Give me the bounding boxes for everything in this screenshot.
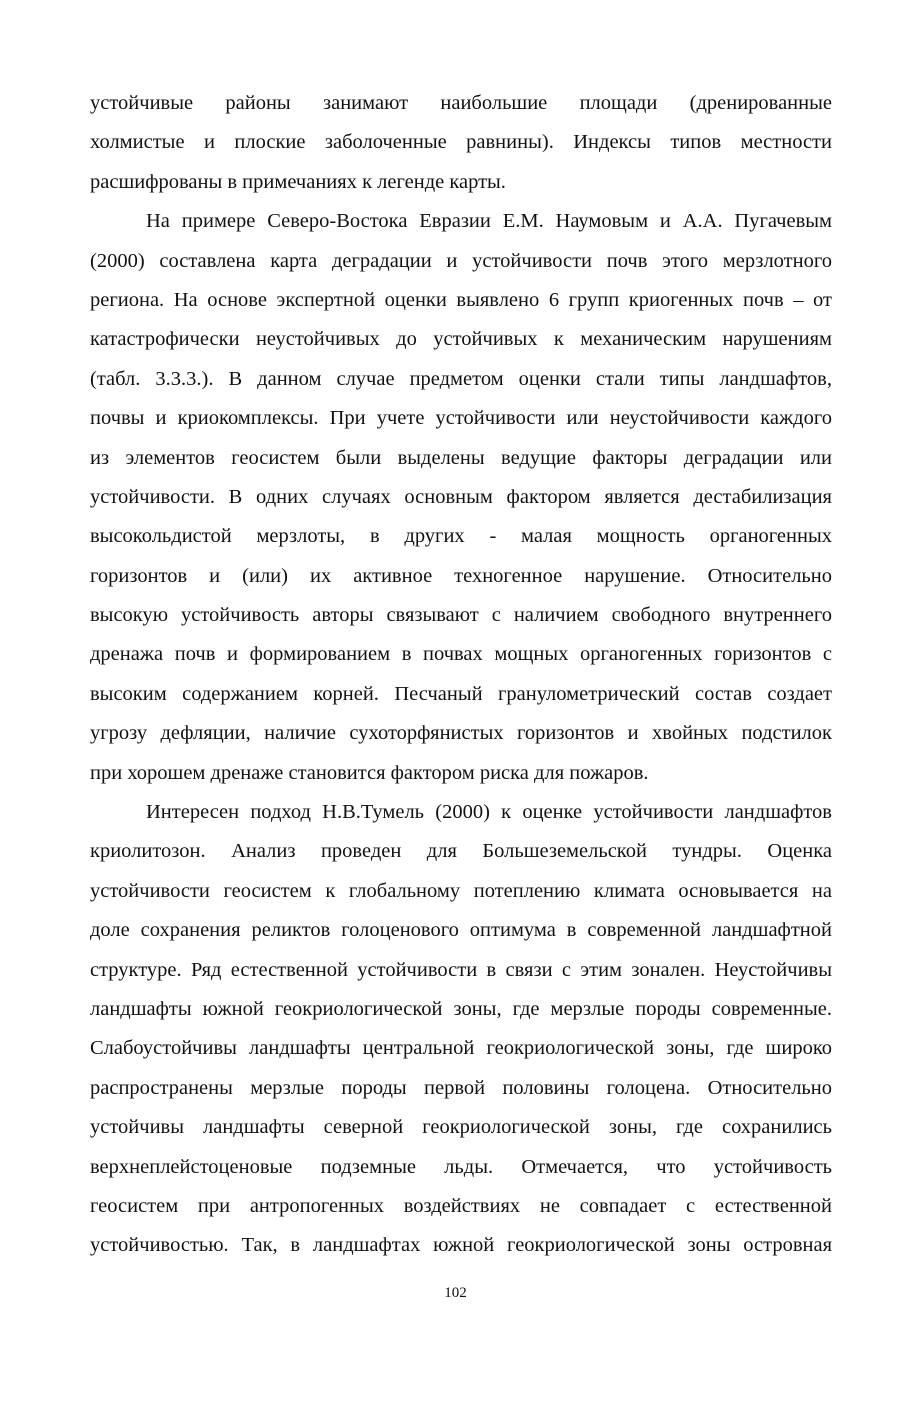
text-line: структуре. Ряд естественной устойчивости в связи с этим зонален. Неустойчивы: [90, 958, 832, 981]
text-line: ландшафты южной геокриологической зоны, где мерзлые породы современные.: [90, 997, 832, 1020]
text-line: (табл. 3.3.3.). В данном случае предметом оценки стали типы ландшафтов,: [90, 367, 832, 390]
text-line: угрозу дефляции, наличие сухоторфянистых горизонтов и хвойных подстилок: [90, 722, 832, 745]
text-line: устойчивы ландшафты северной геокриологической зоны, где сохранились: [90, 1116, 832, 1139]
text-line: устойчивости геосистем к глобальному потеплению климата основывается на: [90, 879, 832, 902]
text-line: из элементов геосистем были выделены ведущие факторы деградации или: [90, 446, 832, 469]
text-line: устойчивые районы занимают наибольшие площади (дренированные: [90, 92, 832, 114]
page-number: 102: [444, 1285, 467, 1301]
text-line: катастрофически неустойчивых до устойчивых к механическим нарушениям: [90, 328, 832, 351]
document-body: [90, 84, 832, 1266]
text-line: горизонтов и (или) их активное техногенное нарушение. Относительно: [90, 564, 832, 587]
text-line: при хорошем дренаже становится фактором риска для пожаров.: [90, 761, 649, 784]
text-line: устойчивостью. Так, в ландшафтах южной геокриологической зоны островная: [90, 1234, 832, 1257]
text-line: региона. На основе экспертной оценки выявлено 6 групп криогенных почв – от: [90, 288, 832, 311]
text-line: холмистые и плоские заболоченные равнины). Индексы типов местности: [90, 131, 832, 154]
text-line: почвы и криокомплексы. При учете устойчивости или неустойчивости каждого: [90, 407, 832, 430]
text-line: распространены мерзлые породы первой половины голоцена. Относительно: [90, 1076, 832, 1099]
text-line: дренажа почв и формированием в почвах мощных органогенных горизонтов с: [90, 643, 832, 666]
text-line: геосистем при антропогенных воздействиях не совпадает с естественной: [90, 1194, 832, 1217]
text-line: устойчивости. В одних случаях основным фактором является дестабилизация: [90, 485, 832, 508]
text-line: расшифрованы в примечаниях к легенде карты.: [90, 170, 506, 193]
text-line: высокольдистой мерзлоты, в других - малая мощность органогенных: [90, 525, 832, 548]
text-line: На примере Северо-Востока Евразии Е.М. Наумовым и А.А. Пугачевым: [146, 210, 832, 233]
text-line: Слабоустойчивы ландшафты центральной геокриологической зоны, где широко: [90, 1037, 832, 1060]
text-line: криолитозон. Анализ проведен для Большеземельской тундры. Оценка: [90, 840, 832, 863]
text-line: высокую устойчивость авторы связывают с наличием свободного внутреннего: [90, 604, 832, 627]
text-line: (2000) составлена карта деградации и устойчивости почв этого мерзлотного: [90, 249, 832, 272]
text-line: высоким содержанием корней. Песчаный гранулометрический состав создает: [90, 682, 832, 705]
text-line: доле сохранения реликтов голоценового оптимума в современной ландшафтной: [90, 919, 832, 942]
text-line: Интересен подход Н.В.Тумель (2000) к оценке устойчивости ландшафтов: [146, 801, 832, 824]
text-line: верхнеплейстоценовые подземные льды. Отмечается, что устойчивость: [90, 1155, 832, 1178]
